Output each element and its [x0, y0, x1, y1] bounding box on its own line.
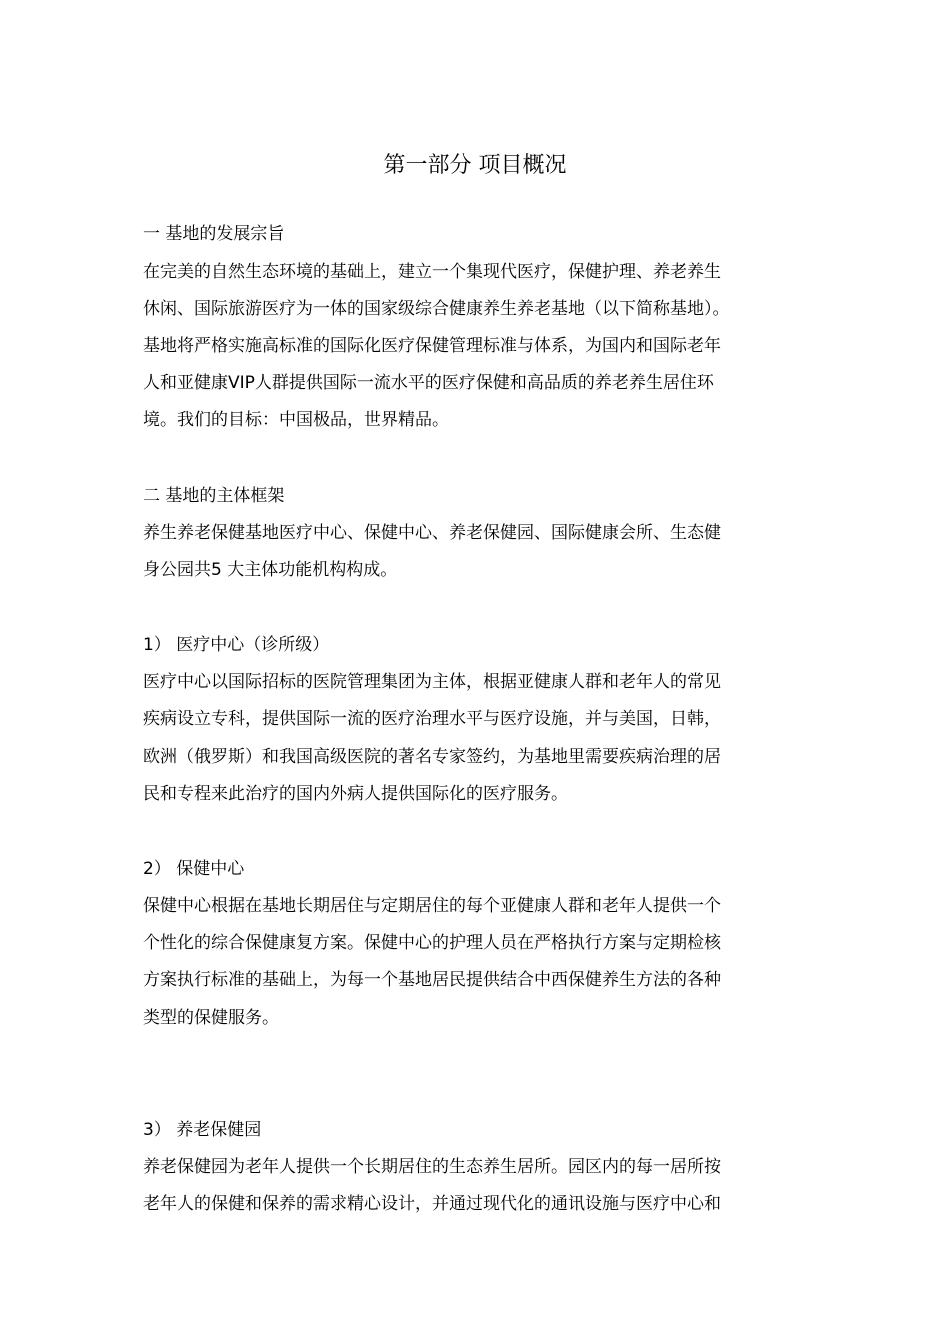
sub1-line-4: 民和专程来此治疗的国内外病人提供国际化的医疗服务。 [143, 784, 568, 804]
sub1-heading: 1） 医疗中心（诊所级） [143, 635, 330, 655]
section1-line-3: 基地将严格实施高标准的国际化医疗保健管理标准与体系，为国内和国际老年 [143, 336, 721, 356]
section1-line-4: 人和亚健康VIP人群提供国际一流水平的医疗保健和高品质的养老养生居住环 [143, 373, 714, 393]
document-title: 第一部分 项目概况 [383, 153, 567, 178]
section1-line-5: 境。我们的目标：中国极品，世界精品。 [143, 410, 449, 430]
sub3-heading: 3） 养老保健园 [143, 1120, 262, 1140]
sub1-line-2: 疾病设立专科，提供国际一流的医疗治理水平与医疗设施，并与美国，日韩， [143, 709, 721, 729]
sub2-line-3: 方案执行标准的基础上，为每一个基地居民提供结合中西保健养生方法的各种 [143, 970, 721, 990]
sub2-line-2: 个性化的综合保健康复方案。保健中心的护理人员在严格执行方案与定期检核 [143, 933, 721, 953]
sub2-line-1: 保健中心根据在基地长期居住与定期居住的每个亚健康人群和老年人提供一个 [143, 896, 721, 916]
section2-line-2: 身公园共5 大主体功能机构构成。 [143, 560, 398, 580]
section2-heading: 二 基地的主体框架 [143, 486, 285, 506]
sub1-line-3: 欧洲（俄罗斯）和我国高级医院的著名专家签约，为基地里需要疾病治理的居 [143, 747, 721, 767]
section1-line-1: 在完美的自然生态环境的基础上，建立一个集现代医疗，保健护理、养老养生 [143, 262, 721, 282]
section2-line-1: 养生养老保健基地医疗中心、保健中心、养老保健园、国际健康会所、生态健 [143, 523, 721, 543]
sub2-heading: 2） 保健中心 [143, 859, 245, 879]
section1-heading: 一 基地的发展宗旨 [143, 224, 285, 244]
sub3-line-2: 老年人的保健和保养的需求精心设计，并通过现代化的通讯设施与医疗中心和 [143, 1194, 721, 1214]
sub3-line-1: 养老保健园为老年人提供一个长期居住的生态养生居所。园区内的每一居所按 [143, 1157, 721, 1177]
section1-line-2: 休闲、国际旅游医疗为一体的国家级综合健康养生养老基地（以下简称基地）。 [143, 299, 730, 319]
sub2-line-4: 类型的保健服务。 [143, 1008, 279, 1028]
sub1-line-1: 医疗中心以国际招标的医院管理集团为主体，根据亚健康人群和老年人的常见 [143, 672, 721, 692]
